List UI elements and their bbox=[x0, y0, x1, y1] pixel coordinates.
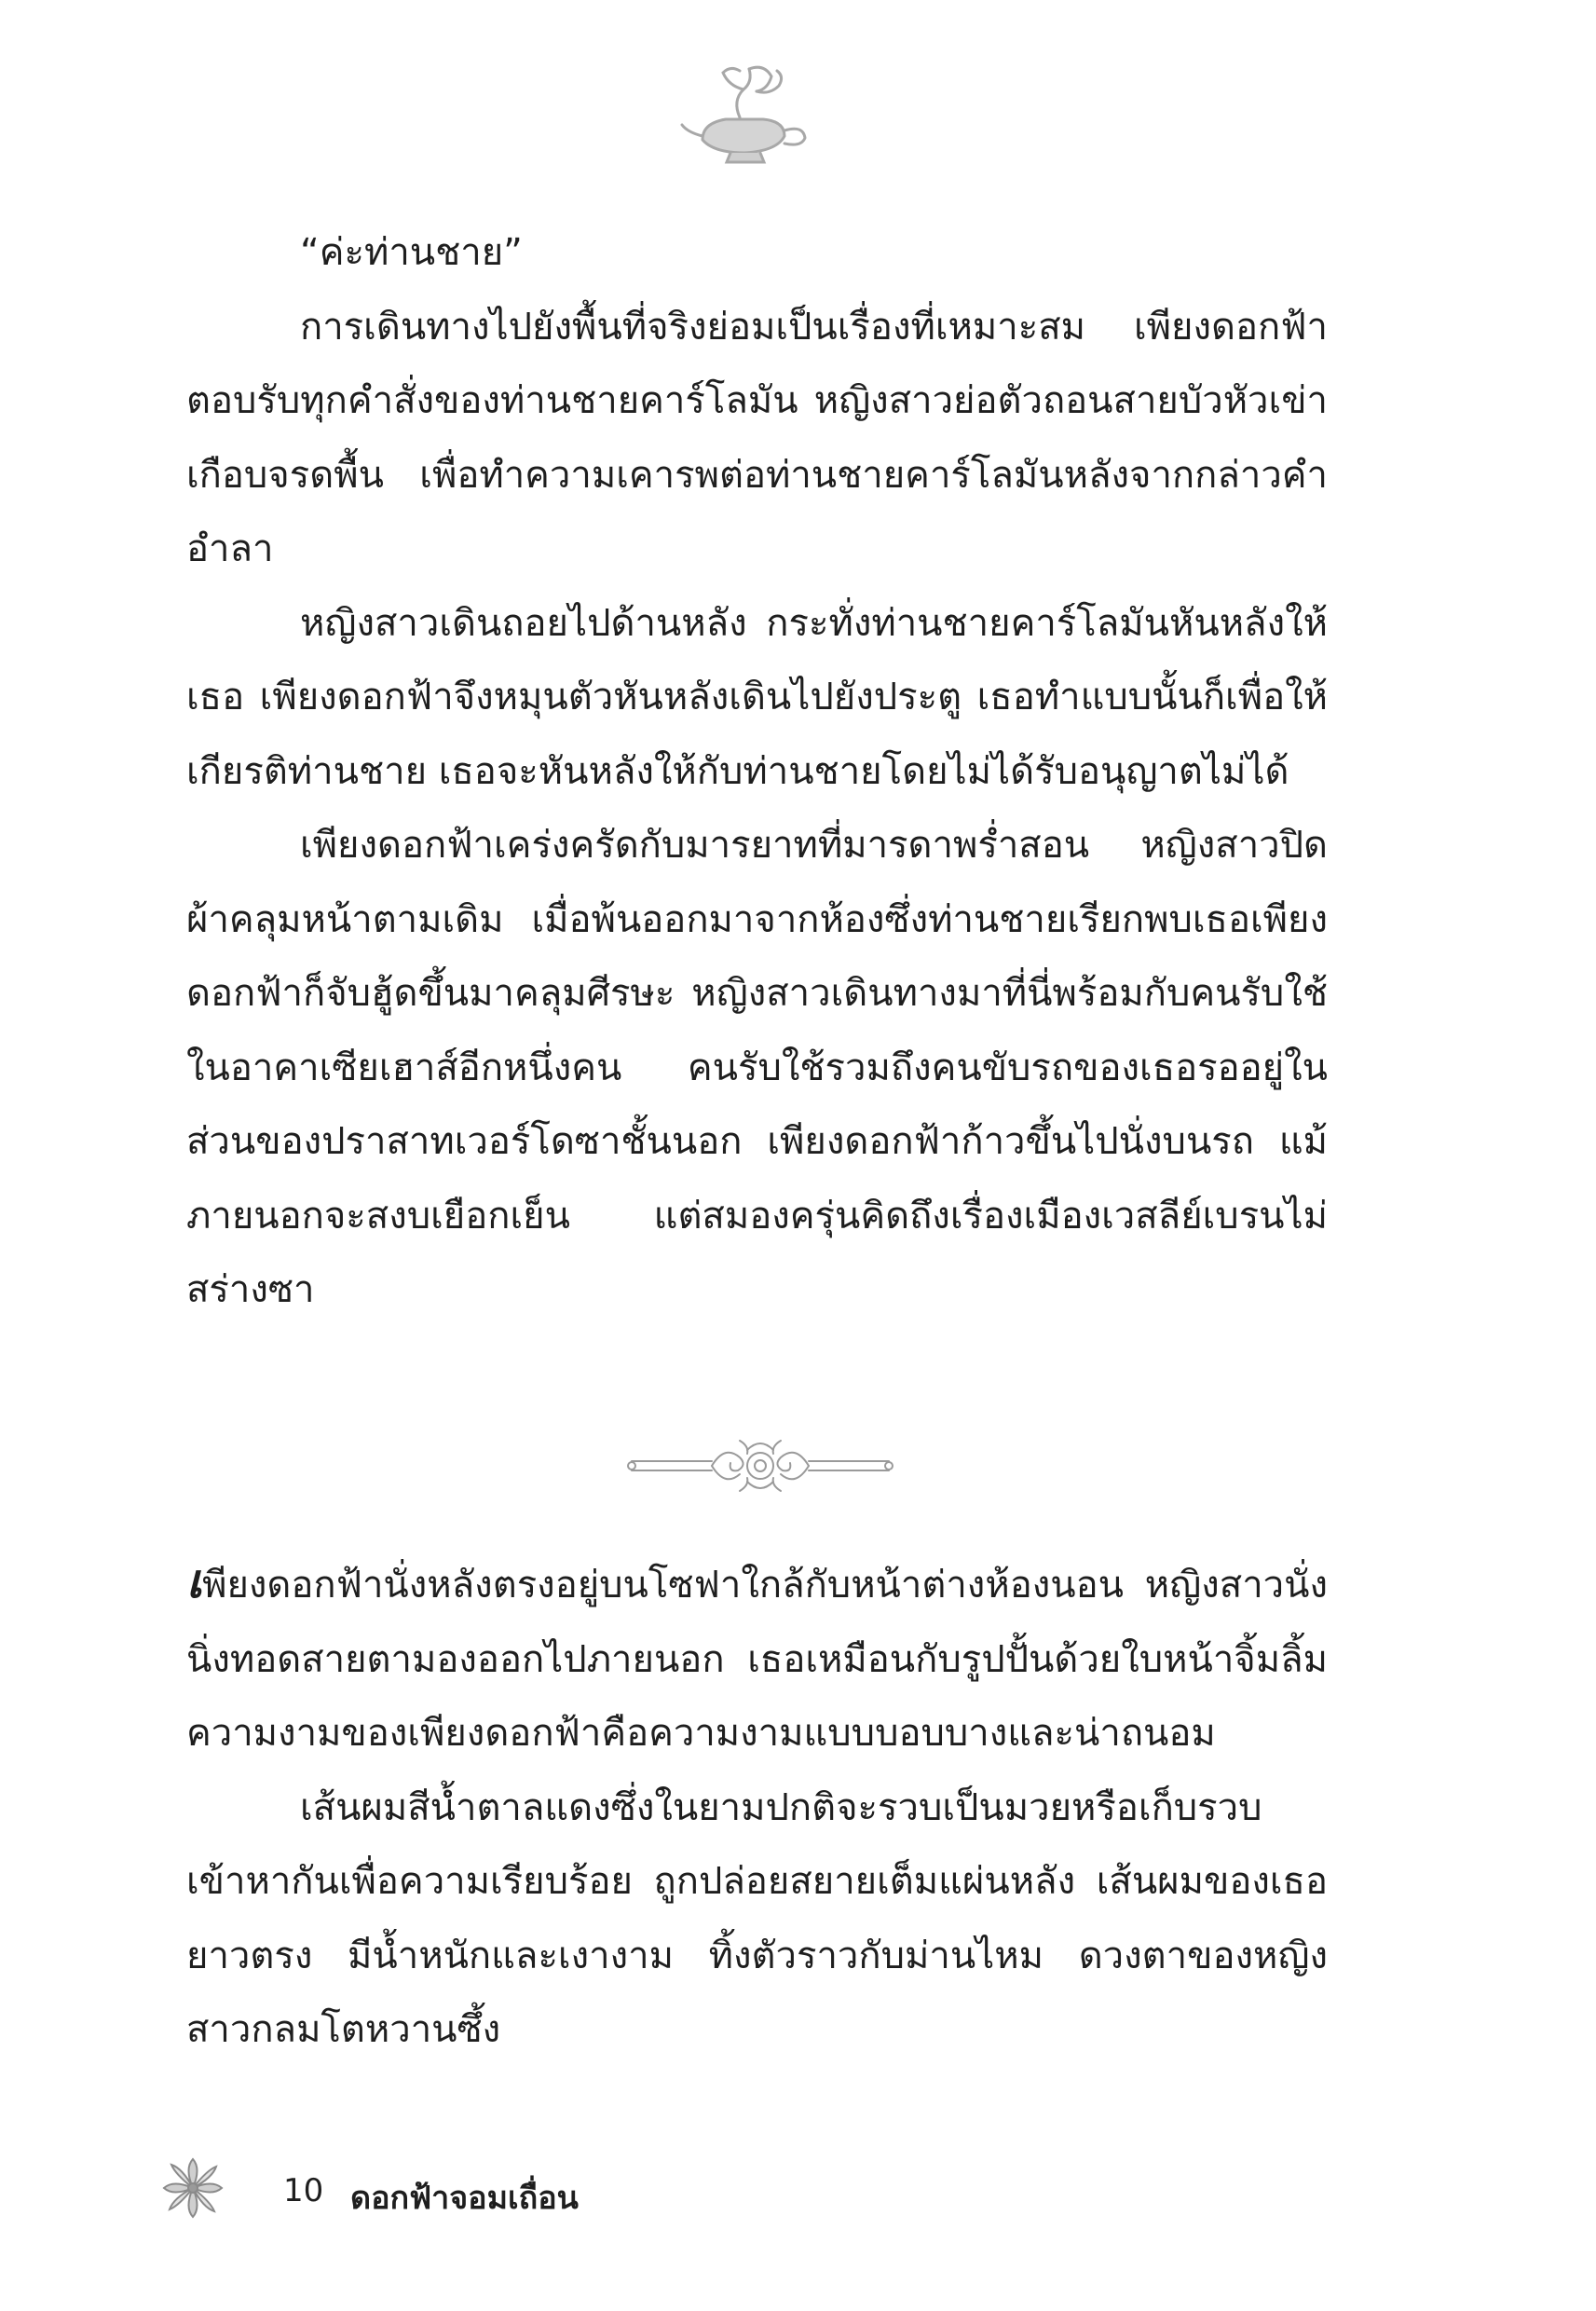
body-text-upper bbox=[186, 216, 1328, 1328]
flower-ornament-icon bbox=[158, 2155, 227, 2221]
flourish-divider-icon bbox=[626, 1433, 894, 1498]
page-footer bbox=[158, 2155, 811, 2221]
drop-cap: เ bbox=[186, 1554, 203, 1608]
genie-lamp-ornament-icon bbox=[675, 58, 814, 170]
paragraph-with-dropcap bbox=[186, 1545, 1328, 1771]
body-text-lower bbox=[186, 1545, 1328, 2068]
paragraph-text: พียงดอกฟ้านั่งหลังตรงอยู่บนโซฟาใกล้กับหน้าต่างห้องนอน หญิงสาวนั่งนิ่งทอดสายตามองออกไปภายนอก เธอเหมือนกับรูปปั้นด้วยใบหน้าจิ้มลิ้ม ความงามของเพียงดอกฟ้าคือความงามแบบบอบบางและน่าถนอม bbox=[186, 1564, 1328, 1755]
page-number: 10 bbox=[283, 2172, 324, 2209]
paragraph: เพียงดอกฟ้าเคร่งครัดกับมารยาทที่มารดาพร่ำสอน หญิงสาวปิดผ้าคลุมหน้าตามเดิม เมื่อพ้นออกมาจากห้องซึ่งท่านชายเรียกพบเธอเพียงดอกฟ้าก็จับฮู้ดขึ้นมาคลุมศีรษะ หญิงสาวเดินทางมาที่นี่พร้อมกับคนรับใช้ในอาคาเซียเฮาส์อีกหนึ่งคน คนรับใช้รวมถึงคนขับรถของเธอรออยู่ในส่วนของปราสาทเวอร์โดซาชั้นนอก เพียงดอกฟ้าก้าวขึ้นไปนั่งบนรถ แม้ภายนอกจะสงบเยือกเย็น แต่สมองครุ่นคิดถึงเรื่องเมืองเวสลีย์เบรนไม่สร่างซา bbox=[186, 824, 1328, 1311]
book-title: ดอกฟ้าจอมเถื่อน bbox=[350, 2180, 579, 2217]
dialogue-line: “ค่ะท่านชาย” bbox=[300, 231, 523, 274]
paragraph: เส้นผมสีน้ำตาลแดงซึ่งในยามปกติจะรวบเป็นมวยหรือเก็บรวบเข้าหากันเพื่อความเรียบร้อย ถูกปล่อยสยายเต็มแผ่นหลัง เส้นผมของเธอยาวตรง มีน้ำหนักและเงางาม ทิ้งตัวราวกับม่านไหม ดวงตาของหญิงสาวกลมโตหวานซึ้ง bbox=[186, 1785, 1328, 2051]
paragraph: การเดินทางไปยังพื้นที่จริงย่อมเป็นเรื่องที่เหมาะสม เพียงดอกฟ้าตอบรับทุกคำสั่งของท่านชายคาร์โลมัน หญิงสาวย่อตัวถอนสายบัวหัวเข่าเกือบจรดพื้น เพื่อทำความเคารพต่อท่านชายคาร์โลมันหลังจากกล่าวคำอำลา bbox=[186, 305, 1328, 570]
paragraph: หญิงสาวเดินถอยไปด้านหลัง กระทั่งท่านชายคาร์โลมันหันหลังให้เธอ เพียงดอกฟ้าจึงหมุนตัวหันหลังเดินไปยังประตู เธอทำแบบนั้นก็เพื่อให้เกียรติท่านชาย เธอจะหันหลังให้กับท่านชายโดยไม่ได้รับอนุญาตไม่ได้ bbox=[186, 601, 1328, 793]
